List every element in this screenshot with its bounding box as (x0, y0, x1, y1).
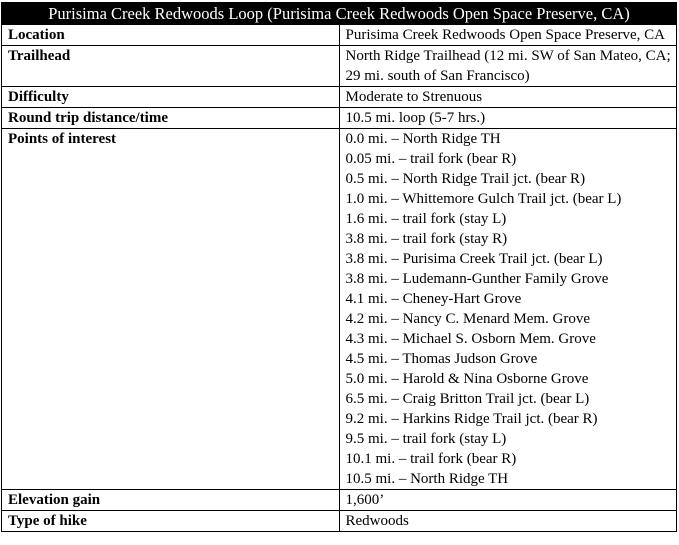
type-label: Type of hike (2, 511, 340, 532)
poi-item: 1.6 mi. – trail fork (stay L) (345, 211, 507, 227)
elevation-row (2, 490, 677, 511)
type-row (2, 511, 677, 532)
poi-item: 0.0 mi. – North Ridge TH (345, 131, 501, 147)
location-label: Location (2, 25, 340, 46)
poi-item: 3.8 mi. – Purisima Creek Trail jct. (bear L) (345, 251, 603, 267)
poi-item: 10.1 mi. – trail fork (bear R) (345, 451, 517, 467)
elevation-value: 1,600’ (339, 490, 677, 511)
table-title: Purisima Creek Redwoods Loop (Purisima Creek Redwoods Open Space Preserve, CA) (2, 3, 677, 25)
poi-item: 4.1 mi. – Cheney-Hart Grove (345, 291, 522, 307)
poi-row (2, 129, 677, 490)
poi-item: 5.0 mi. – Harold & Nina Osborne Grove (345, 371, 589, 387)
distance-row (2, 108, 677, 129)
distance-label: Round trip distance/time (2, 108, 340, 129)
poi-label: Points of interest (2, 129, 340, 490)
poi-item: 4.3 mi. – Michael S. Osborn Mem. Grove (345, 331, 596, 347)
poi-item: 4.5 mi. – Thomas Judson Grove (345, 351, 538, 367)
elevation-label: Elevation gain (2, 490, 340, 511)
poi-item: 6.5 mi. – Craig Britton Trail jct. (bear L) (345, 391, 590, 407)
title-row (2, 3, 677, 25)
poi-list (339, 129, 677, 490)
poi-item: 0.05 mi. – trail fork (bear R) (345, 151, 517, 167)
trailhead-row (2, 46, 677, 87)
hike-summary-table (1, 2, 677, 532)
trailhead-label: Trailhead (2, 46, 340, 87)
distance-value: 10.5 mi. loop (5-7 hrs.) (339, 108, 677, 129)
poi-item: 1.0 mi. – Whittemore Gulch Trail jct. (bear L) (345, 191, 622, 207)
poi-item: 3.8 mi. – Ludemann-Gunther Family Grove (345, 271, 609, 287)
poi-item: 4.2 mi. – Nancy C. Menard Mem. Grove (345, 311, 591, 327)
difficulty-value: Moderate to Strenuous (339, 87, 677, 108)
type-value: Redwoods (339, 511, 677, 532)
location-value: Purisima Creek Redwoods Open Space Preserve, CA (339, 25, 677, 46)
difficulty-row (2, 87, 677, 108)
location-row (2, 25, 677, 46)
poi-item: 3.8 mi. – trail fork (stay R) (345, 231, 508, 247)
poi-item: 10.5 mi. – North Ridge TH (345, 471, 509, 487)
poi-item: 0.5 mi. – North Ridge Trail jct. (bear R) (345, 171, 586, 187)
poi-item: 9.5 mi. – trail fork (stay L) (345, 431, 507, 447)
poi-item: 9.2 mi. – Harkins Ridge Trail jct. (bear R) (345, 411, 598, 427)
difficulty-label: Difficulty (2, 87, 340, 108)
trailhead-value: North Ridge Trailhead (12 mi. SW of San Mateo, CA; 29 mi. south of San Francisco) (339, 46, 677, 87)
